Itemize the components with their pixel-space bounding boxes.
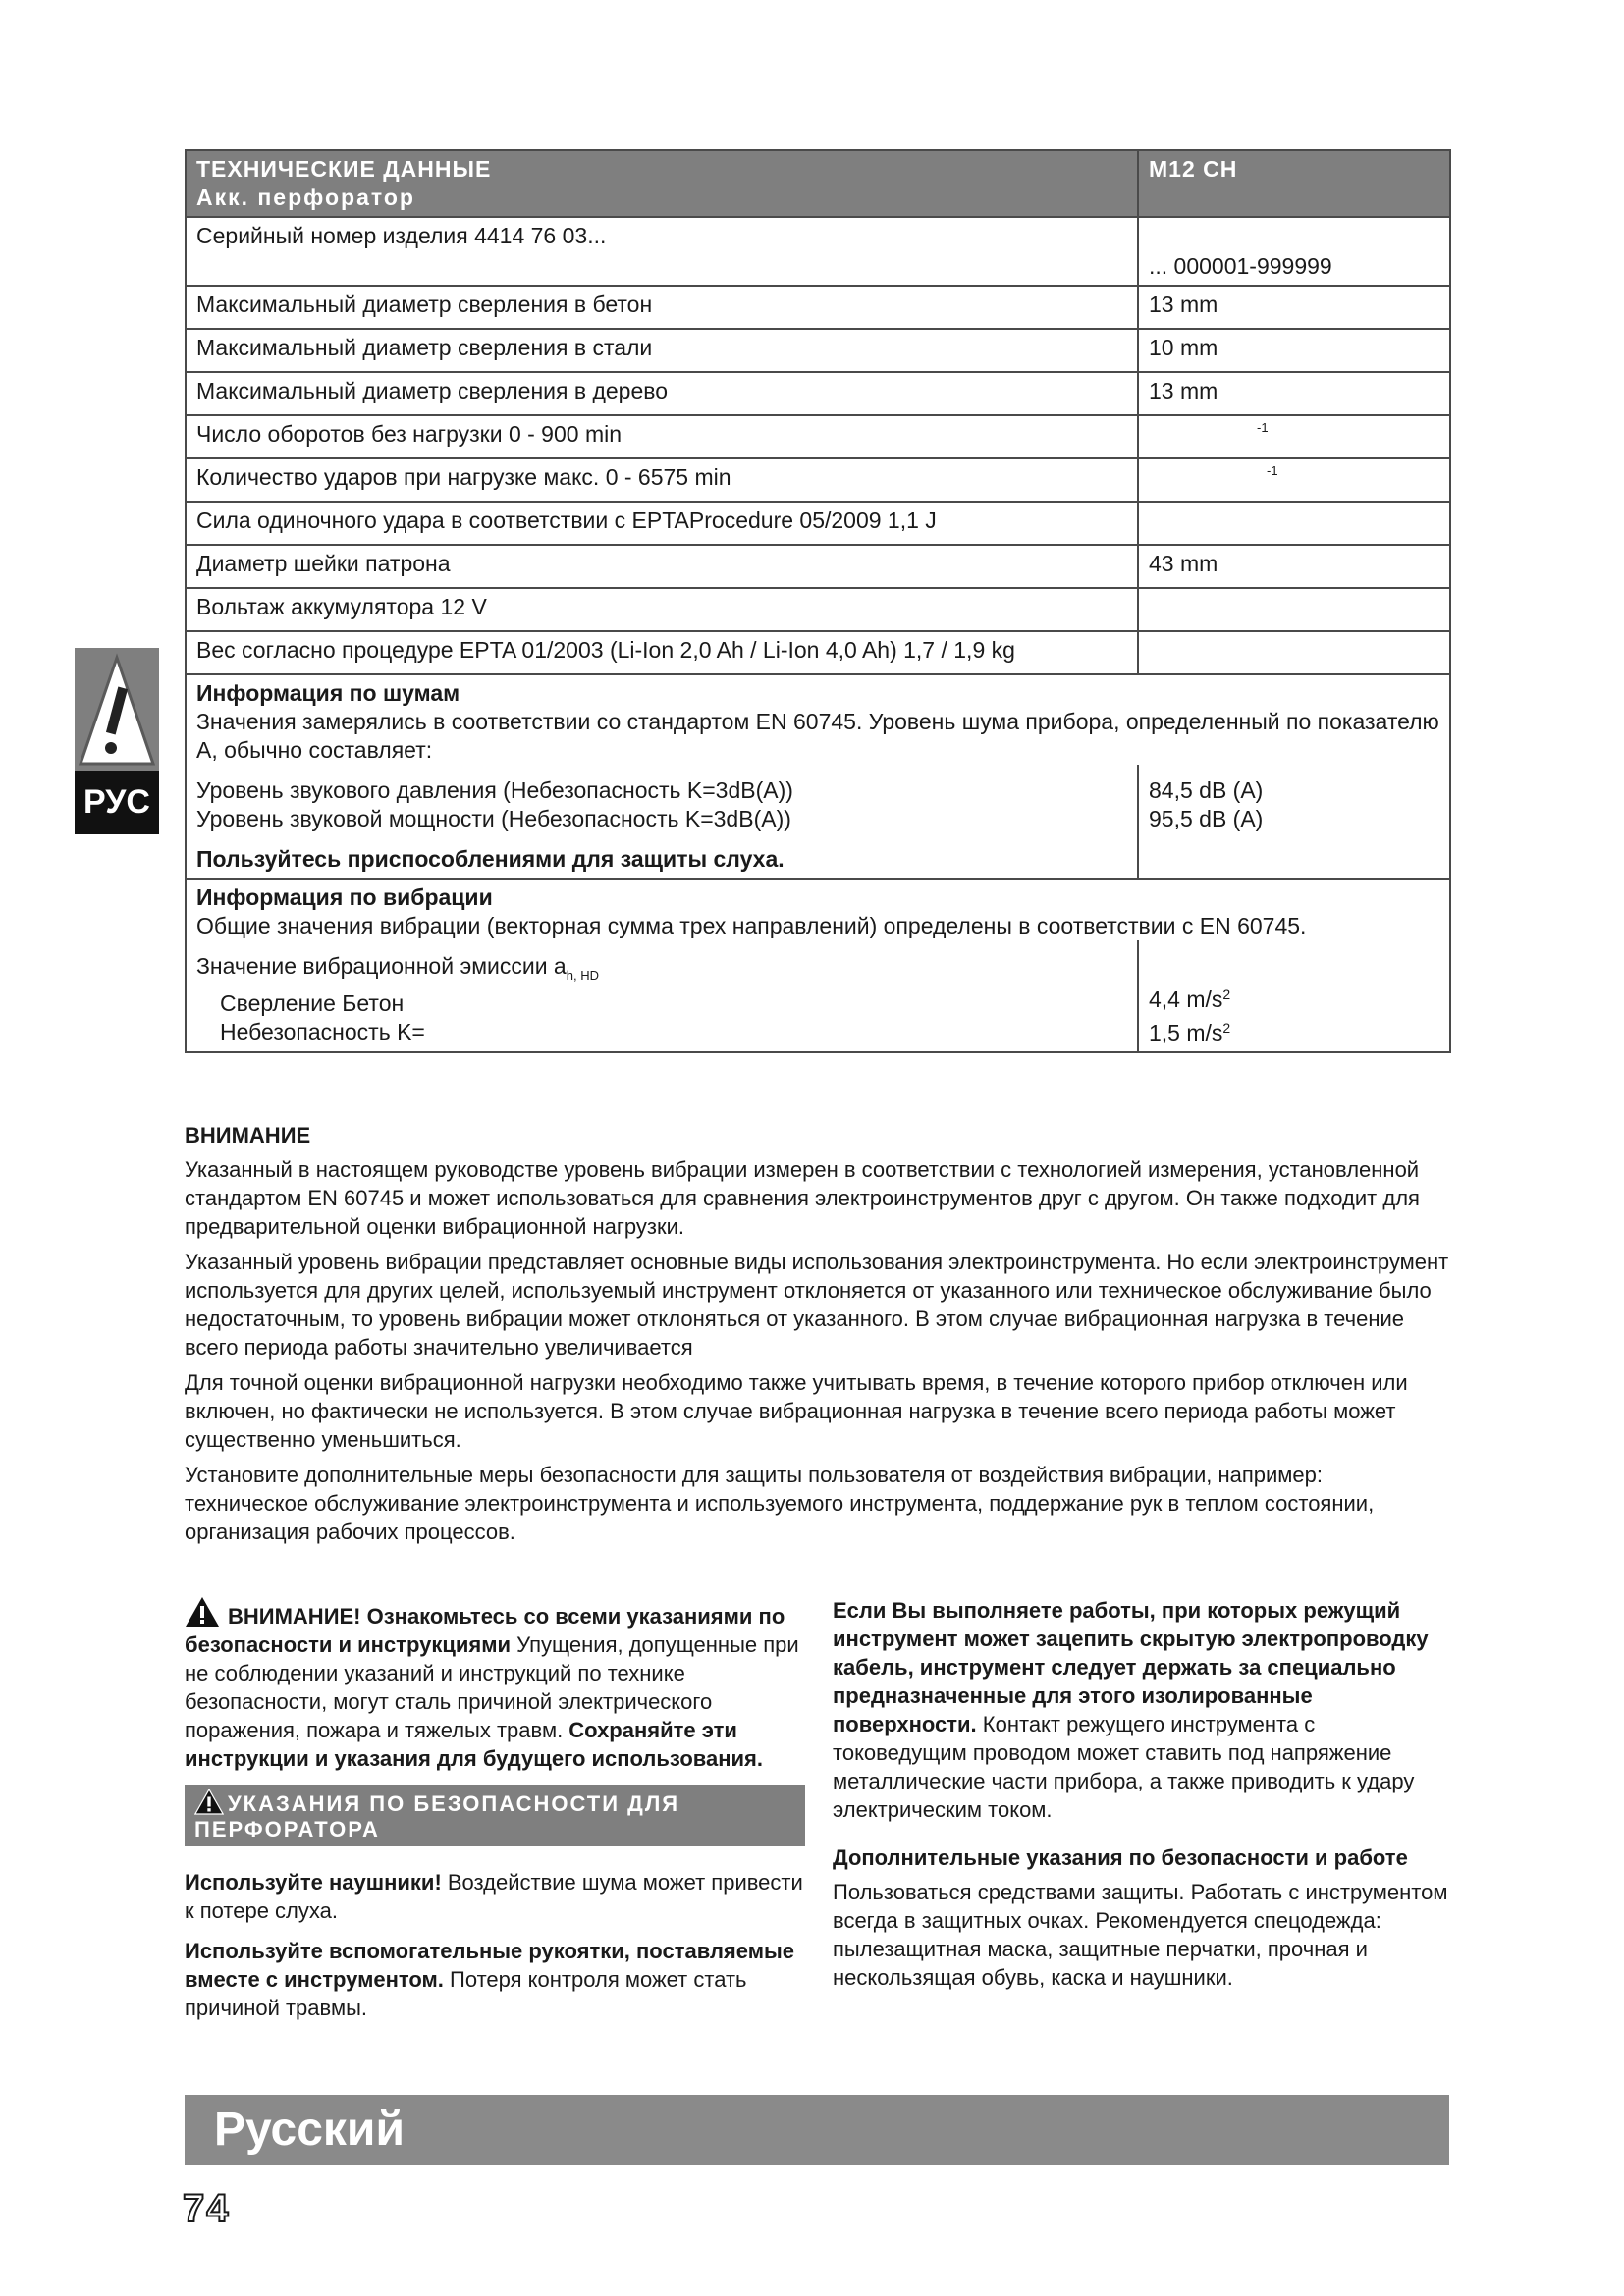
row-label: Диаметр шейки патрона <box>186 545 1138 588</box>
row-value: 10 mm <box>1138 329 1450 372</box>
row-value <box>1138 588 1450 631</box>
language-code: РУС <box>75 771 159 834</box>
row-label: Вольтаж аккумулятора 12 V <box>186 588 1138 631</box>
hammer-safety-title: УКАЗАНИЯ ПО БЕЗОПАСНОСТИ ДЛЯ ПЕРФОРАТОРА <box>194 1791 680 1842</box>
attention-paragraph: Указанный в настоящем руководстве уровень вибрации измерен в соответствии с технологией измерения, установленной стандартом EN 60745 и может использоваться для сравнения электроинструментов друг с другом. Он также подходит для предварительной оценки вибрационной нагрузки. <box>185 1157 1420 1239</box>
table-title: ТЕХНИЧЕСКИЕ ДАННЫЕ <box>196 156 492 182</box>
page-number: 74 <box>183 2187 231 2230</box>
sound-power-label: Уровень звуковой мощности (Небезопасность K=3dB(A)) <box>196 806 791 831</box>
ear-protection-paragraph <box>185 1868 805 1925</box>
row-value: ... 000001-999999 <box>1138 217 1450 286</box>
ear-protection-bold: Используйте наушники! <box>185 1870 442 1895</box>
row-label: Число оборотов без нагрузки 0 - 900 min <box>186 415 1138 458</box>
table-row <box>186 372 1450 415</box>
vibration-intro: Общие значения вибрации (векторная сумма трех направлений) определены в соответствии с EN 60745. <box>196 913 1307 938</box>
uncertainty-value-text: 1,5 m/s <box>1149 1020 1223 1045</box>
warning-icon <box>185 1596 220 1628</box>
ear-protection-text: Воздействие шума может привести к потере слуха. <box>185 1870 803 1923</box>
right-column <box>833 1596 1449 2003</box>
emission-subscript: h, HD <box>566 968 599 983</box>
sound-pressure-value: 84,5 dB (A) <box>1149 777 1264 803</box>
drill-concrete-value <box>1149 981 1439 1014</box>
safety-warning-text: Упущения, допущенные при не соблюдении указаний и инструкций по технике безопасности, могут сталь причиной электрического поражения, пожара и тяжелых травм. <box>185 1632 799 1742</box>
aux-handle-text: Потеря контроля может стать причиной травмы. <box>185 1967 747 2020</box>
row-label: Максимальный диаметр сверления в бетон <box>186 286 1138 329</box>
hearing-protection-note: Пользуйтесь приспособлениями для защиты слуха. <box>196 846 785 872</box>
aux-handle-bold: Используйте вспомогательные рукоятки, поставляемые вместе с инструментом. <box>185 1939 794 1992</box>
row-label: Вес согласно процедуре EPTA 01/2003 (Li-Ion 2,0 Ah / Li-Ion 4,0 Ah) 1,7 / 1,9 kg <box>186 631 1138 674</box>
table-header <box>186 150 1450 217</box>
warning-icon <box>75 648 159 771</box>
row-value <box>1138 631 1450 674</box>
uncertainty-label: Небезопасность K= <box>220 1019 425 1044</box>
tech-data-table <box>185 149 1449 1053</box>
uncertainty-value <box>1149 1014 1439 1047</box>
superscript: -1 <box>1267 463 1278 478</box>
additional-safety-title: Дополнительные указания по безопасности и работе <box>833 1845 1408 1870</box>
row-label: Максимальный диаметр сверления в стали <box>186 329 1138 372</box>
warning-icon-box <box>75 648 159 771</box>
unit-superscript: 2 <box>1222 1020 1231 1036</box>
hidden-wiring-bold: Если Вы выполняете работы, при которых режущий инструмент может зацепить скрытую электропроводку кабель, инструмент следует держать за специально предназначенные для этого изолированные поверхности. <box>833 1598 1429 1736</box>
row-value <box>1138 415 1450 458</box>
table-row <box>186 415 1450 458</box>
attention-paragraph: Указанный уровень вибрации представляет основные виды использования электроинструмента. Но если электроинструмент используется для других целей, используемый инструмент отклоняется от указанного или техническое обслуживание было недостаточным, то уровень вибрации может отклоняться от указанного. В этом случае вибрационная нагрузка в течение всего периода работы значительно увеличивается <box>185 1250 1449 1360</box>
safety-warning <box>185 1596 805 1773</box>
table-row <box>186 588 1450 631</box>
additional-safety-text: Пользоваться средствами защиты. Работать с инструментом всегда в защитных очках. Рекомендуется спецодежда: пылезащитная маска, защитные перчатки, прочная и нескользящая обувь, каска и наушники. <box>833 1880 1448 1990</box>
row-label: Максимальный диаметр сверления в дерево <box>186 372 1138 415</box>
hidden-wiring-text: Контакт режущего инструмента с токоведущим проводом может ставить под напряжение металлические части прибора, а также приводить к удару электрическим током. <box>833 1712 1415 1822</box>
table-row <box>186 217 1450 286</box>
table-subtitle: Акк. перфоратор <box>196 185 415 210</box>
attention-section <box>185 1121 1449 1553</box>
table-row <box>186 329 1450 372</box>
row-value: 13 mm <box>1138 372 1450 415</box>
table-row <box>186 631 1450 674</box>
safety-warning-tail: Сохраняйте эти инструкции и указания для будущего использования. <box>185 1718 763 1771</box>
vibration-emission-label <box>196 952 1127 989</box>
attention-paragraph: Для точной оценки вибрационной нагрузки необходимо также учитывать время, в течение которого прибор отключен или включен, но фактически не используется. В этом случае вибрационная нагрузка в течение всего периода работы может существенно уменьшиться. <box>185 1370 1408 1452</box>
drill-value-text: 4,4 m/s <box>1149 987 1223 1012</box>
warning-icon <box>194 1789 224 1815</box>
attention-paragraph: Установите дополнительные меры безопасности для защиты пользователя от воздействия вибрации, например: техническое обслуживание электроинструмента и используемого инструмента, поддержание рук в теплом состоянии, организация рабочих процессов. <box>185 1463 1375 1544</box>
noise-title: Информация по шумам <box>196 680 460 706</box>
unit-superscript: 2 <box>1222 987 1231 1002</box>
table-row <box>186 545 1450 588</box>
language-footer-bar: Русский <box>185 2095 1449 2165</box>
attention-title: ВНИМАНИЕ <box>185 1123 311 1148</box>
row-label: Сила одиночного удара в соответствии с EPTAProcedure 05/2009 1,1 J <box>186 502 1138 545</box>
row-label: Количество ударов при нагрузке макс. 0 - 6575 min <box>186 458 1138 502</box>
aux-handle-paragraph <box>185 1937 805 2022</box>
vibration-title: Информация по вибрации <box>196 884 493 910</box>
safety-warning-bold: ВНИМАНИЕ! Ознакомьтесь со всеми указаниями по безопасности и инструкциями <box>185 1604 785 1657</box>
sound-pressure-label: Уровень звукового давления (Небезопасность K=3dB(A)) <box>196 777 793 803</box>
row-label: Серийный номер изделия 4414 76 03... <box>186 217 1138 286</box>
emission-text: Значение вибрационной эмиссии a <box>196 953 567 979</box>
noise-values <box>186 765 1450 879</box>
row-value <box>1138 458 1450 502</box>
model-name: M12 CH <box>1138 150 1450 217</box>
superscript: -1 <box>1257 420 1269 435</box>
hidden-wiring-paragraph <box>833 1596 1449 1824</box>
sound-power-value: 95,5 dB (A) <box>1149 806 1264 831</box>
vibration-values <box>186 940 1450 1052</box>
row-value <box>1138 502 1450 545</box>
drill-concrete-label: Сверление Бетон <box>220 990 405 1016</box>
table-row <box>186 286 1450 329</box>
table-row <box>186 458 1450 502</box>
section-header-bar <box>185 1785 805 1846</box>
noise-section <box>186 674 1450 765</box>
noise-intro: Значения замерялись в соответствии со стандартом EN 60745. Уровень шума прибора, определенный по показателю А, обычно составляет: <box>196 709 1439 763</box>
table-row <box>186 502 1450 545</box>
language-tab <box>75 648 159 834</box>
row-value: 43 mm <box>1138 545 1450 588</box>
row-value: 13 mm <box>1138 286 1450 329</box>
left-column <box>185 1596 805 2034</box>
vibration-section <box>186 879 1450 940</box>
